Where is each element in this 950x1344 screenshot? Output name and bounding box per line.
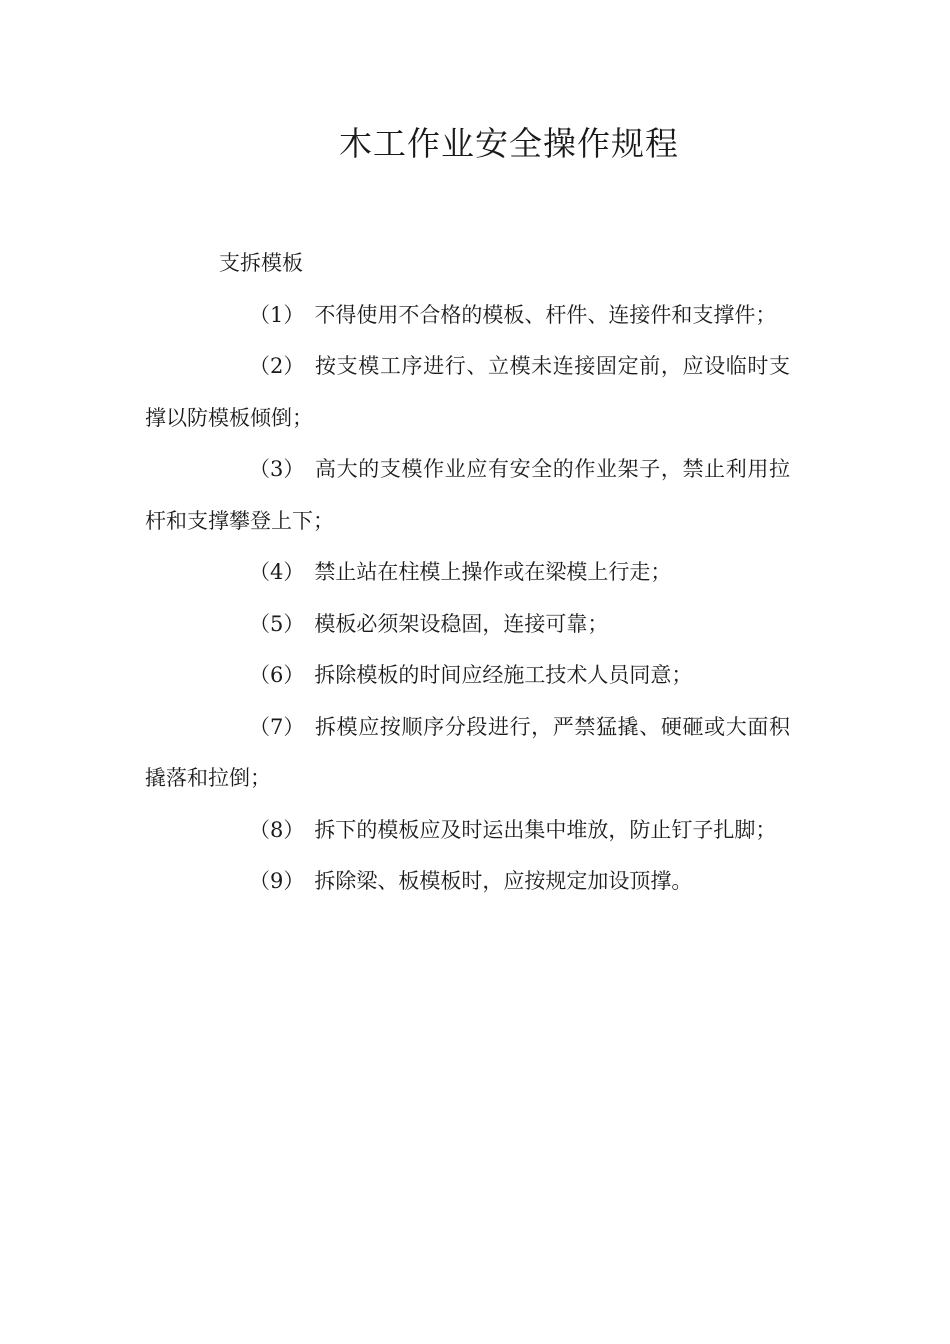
item-text: 模板必须架设稳固，连接可靠；	[314, 611, 609, 636]
item-text: 拆除模板的时间应经施工技术人员同意；	[314, 663, 693, 687]
item-text: 不得使用不合格的模板、杆件、连接件和支撑件；	[314, 302, 777, 327]
item-number: （3）	[249, 457, 305, 481]
document-title: 木工作业安全操作规程	[339, 124, 679, 163]
list-item-7	[145, 702, 790, 805]
item-number: （7）	[249, 714, 305, 739]
list-item-1	[145, 290, 790, 342]
item-text: 按支模工序进行、立模未连接固定前，应设临时支撑以防模板倾倒；	[145, 354, 790, 430]
list-item-4	[145, 547, 790, 599]
list-item-6	[145, 650, 790, 702]
document-body	[145, 238, 790, 908]
item-text: 拆除梁、板模板时，应按规定加设顶撑。	[314, 869, 693, 893]
item-text: 拆模应按顺序分段进行，严禁猛撬、硬砸或大面积撬落和拉倒；	[145, 714, 790, 790]
item-text: 拆下的模板应及时运出集中堆放，防止钉子扎脚；	[314, 817, 777, 842]
item-number: （8）	[249, 817, 305, 842]
list-item-2	[145, 341, 790, 444]
item-number: （4）	[249, 560, 305, 584]
list-item-8	[145, 805, 790, 857]
item-number: （2）	[249, 354, 305, 378]
item-number: （6）	[249, 663, 305, 687]
item-number: （5）	[249, 611, 305, 636]
item-number: （9）	[249, 869, 305, 893]
list-item-5	[145, 599, 790, 651]
list-item-3	[145, 444, 790, 547]
item-number: （1）	[249, 302, 305, 327]
list-item-9	[145, 856, 790, 908]
section-heading: 支拆模板	[219, 251, 303, 275]
item-text: 禁止站在柱模上操作或在梁模上行走；	[314, 560, 672, 584]
item-text: 高大的支模作业应有安全的作业架子，禁止利用拉杆和支撑攀登上下；	[145, 457, 790, 533]
